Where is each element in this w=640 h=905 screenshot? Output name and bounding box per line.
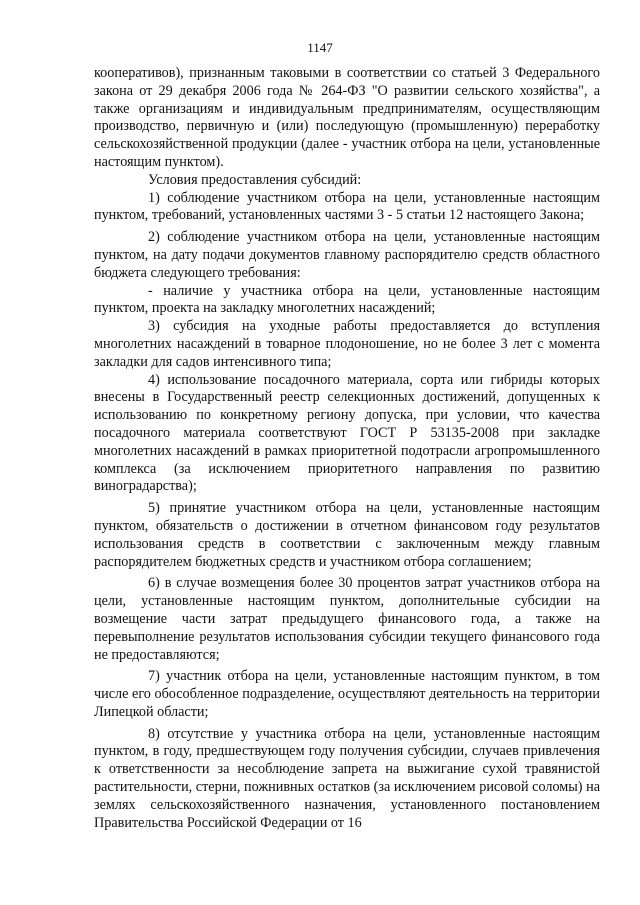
paragraph: Условия предоставления субсидий: <box>148 171 362 188</box>
paragraph: 8) отсутствие у участника отбора на цели, установленные настоящим пунктом, в году, предшествующем году получения субсидии, случаев привлечения к ответственности за несоблюдение запрета на выжигание сухой травянистой растительности, стерни, пожнивных остатков (за исключением рисовой соломы) на землях сельскохозяйственного назначения, установленного постановлением Правительства Российской Федерации от 16 <box>94 725 600 831</box>
document-body <box>94 65 600 832</box>
paragraph: 5) принятие участником отбора на цели, установленные настоящим пунктом, обязательств о достижении в отчетном финансовом году результатов использования средств в соответствии с заключенным между главным распорядителем бюджетных средств и участником отбора соглашением; <box>94 500 600 570</box>
paragraph: 6) в случае возмещения более 30 процентов затрат участников отбора на цели, установленные настоящим пунктом, дополнительные субсидии на возмещение части затрат предыдущего финансового года, а также на перевыполнение результатов использования субсидии текущего финансового года не предоставляются; <box>94 575 600 663</box>
paragraph: кооперативов), признанным таковыми в соответствии со статьей 3 Федерального закона от 29 декабря 2006 года № 264-ФЗ "О развитии сельского хозяйства", а также организациям и индивидуальным предпринимателям, осуществляющим производство, первичную и (или) последующую (промышленную) переработку сельскохозяйственной продукции (далее - участник отбора на цели, установленные настоящим пунктом). <box>94 65 600 170</box>
paragraph: 1) соблюдение участником отбора на цели, установленные настоящим пунктом, требований, установленных частями 3 - 5 статьи 12 настоящего Закона; <box>94 189 600 224</box>
paragraph: 7) участник отбора на цели, установленные настоящим пунктом, в том числе его обособленное подразделение, осуществляют деятельность на территории Липецкой области; <box>94 668 600 720</box>
paragraph: 4) использование посадочного материала, сорта или гибриды которых внесены в Государственный реестр селекционных достижений, допущенных к использованию по конкретному региону допуска, при условии, что качества посадочного материала соответствуют ГОСТ Р 53135-2008 при закладке многолетних насаждений в рамках приоритетной подотрасли агропромышленного комплекса (за исключением приоритетного направления по развитию виноградарства); <box>94 371 600 495</box>
paragraph: - наличие у участника отбора на цели, установленные настоящим пунктом, проекта на закладку многолетних насаждений; <box>94 282 600 317</box>
paragraph: 2) соблюдение участником отбора на цели, установленные настоящим пунктом, на дату подачи документов главному распорядителю средств областного бюджета следующего требования: <box>94 229 600 281</box>
page-number: 1147 <box>307 40 333 55</box>
paragraph: 3) субсидия на уходные работы предоставляется до вступления многолетних насаждений в товарное плодоношение, но не более 3 лет с момента закладки для садов интенсивного типа; <box>94 318 600 370</box>
